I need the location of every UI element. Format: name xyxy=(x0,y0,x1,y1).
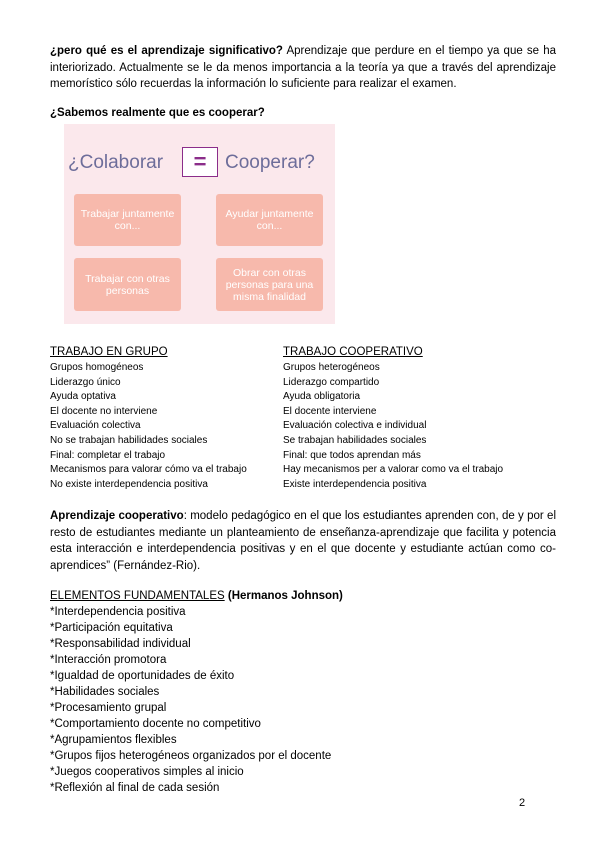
infographic-left-title: ¿Colaborar xyxy=(68,152,164,173)
group-work-item: Ayuda optativa xyxy=(50,391,116,403)
group-work-column xyxy=(50,345,247,492)
cooperative-work-item: Hay mecanismos per a valorar como va el trabajo xyxy=(283,464,504,476)
group-work-item: Final: completar el trabajo xyxy=(50,449,166,461)
group-work-header: TRABAJO EN GRUPO xyxy=(50,346,168,358)
infographic-card: Obrar con otras personas para una misma finalidad xyxy=(216,258,323,311)
infographic-card: Trabajar juntamente con... xyxy=(74,194,181,246)
group-work-item: Liderazgo único xyxy=(50,376,121,388)
group-work-item: No existe interdependencia positiva xyxy=(50,478,208,490)
infographic-right-title: Cooperar? xyxy=(225,152,315,173)
group-work-item: Evaluación colectiva xyxy=(50,420,141,432)
elements-title: ELEMENTOS FUNDAMENTALES xyxy=(50,590,225,602)
cooperative-work-item: Ayuda obligatoria xyxy=(283,391,361,403)
cooperative-work-item: El docente interviene xyxy=(283,405,377,417)
list-item: *Grupos fijos heterogéneos organizados por el docente xyxy=(50,750,332,762)
infographic-card: Ayudar juntamente con... xyxy=(216,194,323,246)
list-item: *Responsabilidad individual xyxy=(50,638,191,650)
section-heading: ¿Sabemos realmente que es cooperar? xyxy=(50,107,265,119)
cooperate-infographic xyxy=(64,124,335,324)
list-item: *Habilidades sociales xyxy=(50,686,160,698)
list-item: *Agrupamientos flexibles xyxy=(50,734,177,746)
cooperative-work-item: Liderazgo compartido xyxy=(283,376,380,388)
group-work-item: Mecanismos para valorar cómo va el trabajo xyxy=(50,464,247,476)
equals-icon: = xyxy=(182,147,218,177)
definition-text: : modelo pedagógico en el que los estudiantes aprenden con, de y por el resto de estudiantes mediante un planteamiento de enseñanza-aprendizaje que facilita y potencia esta interacción e interdependencia positivas y en el que docente y estudiante actúan como co-aprendices” (Fernández-Rio). xyxy=(50,510,557,572)
cooperative-work-item: Existe interdependencia positiva xyxy=(283,478,427,490)
fundamental-elements xyxy=(50,588,343,796)
definition-paragraph xyxy=(50,508,556,574)
list-item: *Reflexión al final de cada sesión xyxy=(50,782,220,794)
cooperative-work-item: Evaluación colectiva e individual xyxy=(283,420,427,432)
cooperative-work-column xyxy=(283,345,503,492)
list-item: *Interacción promotora xyxy=(50,654,167,666)
group-work-item: Grupos homogéneos xyxy=(50,362,144,373)
elements-list xyxy=(50,604,343,796)
list-item: *Procesamiento grupal xyxy=(50,702,167,714)
group-work-item: No se trabajan habilidades sociales xyxy=(50,434,208,446)
intro-question: ¿pero qué es el aprendizaje significativo? xyxy=(50,45,283,57)
list-item: *Comportamiento docente no competitivo xyxy=(50,718,261,730)
cooperative-work-item: Final: que todos aprendan más xyxy=(283,449,421,461)
definition-term: Aprendizaje cooperativo xyxy=(50,510,184,522)
intro-text: Aprendizaje que perdure en el tiempo ya que se ha interiorizado. Actualmente se le da menos importancia a la teoría ya que a través del aprendizaje memorístico sólo recuerdas la información lo suficiente para realizar el examen. xyxy=(50,45,556,90)
group-work-item: El docente no interviene xyxy=(50,405,158,417)
cooperative-work-item: Grupos heterogéneos xyxy=(283,362,380,373)
list-item: *Interdependencia positiva xyxy=(50,606,186,618)
list-item: *Igualdad de oportunidades de éxito xyxy=(50,670,235,682)
elements-heading xyxy=(50,588,343,604)
page-number: 2 xyxy=(519,797,526,809)
intro-paragraph xyxy=(50,43,556,93)
cooperative-work-header: TRABAJO COOPERATIVO xyxy=(283,346,423,358)
infographic-card: Trabajar con otras personas xyxy=(74,258,181,311)
list-item: *Participación equitativa xyxy=(50,622,173,634)
elements-author: (Hermanos Johnson) xyxy=(224,590,343,602)
cooperative-work-item: Se trabajan habilidades sociales xyxy=(283,434,427,446)
list-item: *Juegos cooperativos simples al inicio xyxy=(50,766,244,778)
